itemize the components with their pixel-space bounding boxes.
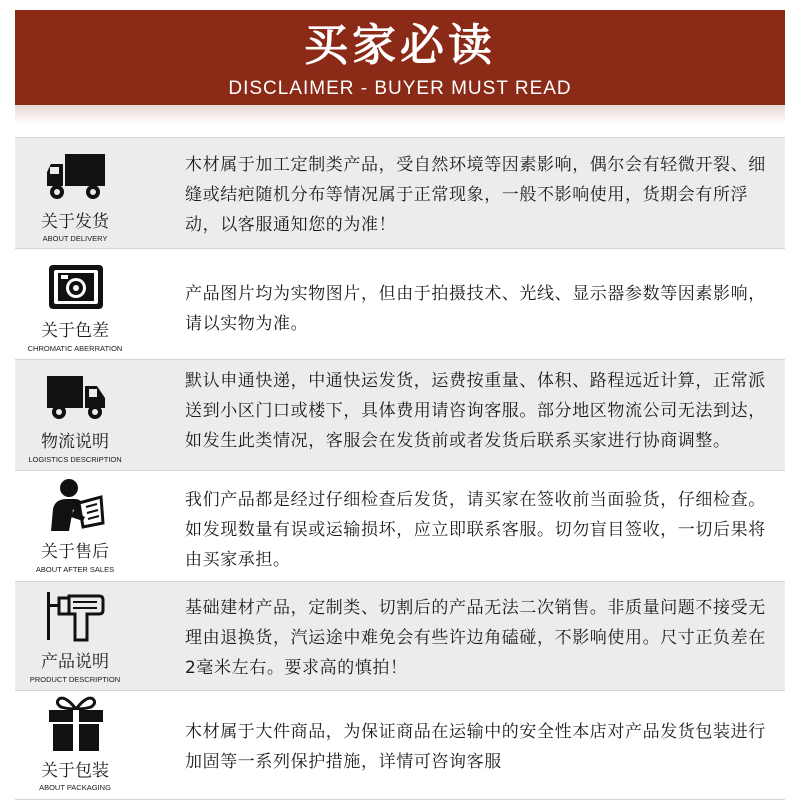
header-banner: [15, 10, 785, 105]
section-label-cn: 关于发货: [41, 212, 109, 232]
section-icon-column: [15, 471, 135, 581]
section-text: 产品图片均为实物图片，但由于拍摄技术、光线、显示器参数等因素影响，请以实物为准。: [185, 284, 766, 334]
section-label-cn: 关于色差: [41, 321, 109, 341]
section-packaging: [15, 690, 785, 800]
section-label-cn: 关于包装: [41, 761, 109, 781]
truck-icon: [45, 152, 107, 204]
section-text: 木材属于加工定制类产品，受自然环境等因素影响，偶尔会有轻微开裂、细缝或结疤随机分布等情况属于正常现象，一般不影响使用，货期会有所浮动，以客服通知您的为准！: [185, 155, 766, 235]
section-chromatic-aberration: [15, 248, 785, 360]
section-label-cn: 物流说明: [41, 432, 109, 452]
section-text: 木材属于大件商品，为保证商品在运输中的安全性本店对产品发货包装进行加固等一系列保护措施，详情可咨询客服: [185, 722, 766, 772]
section-text: 默认申通快递，中通快运发货，运费按重量、体积、路程远近计算，正常派送到小区门口或楼下，具体费用请咨询客服。部分地区物流公司无法到达，如发生此类情况，客服会在发货前或者发货后联系买家进行协商调整。: [185, 371, 766, 451]
page-subtitle: DISCLAIMER - BUYER MUST READ: [228, 78, 572, 99]
header-shadow: [15, 105, 785, 125]
section-logistics: [15, 359, 785, 471]
section-label-cn: 关于售后: [41, 542, 109, 562]
page-title: 买家必读: [304, 20, 496, 71]
section-icon-column: [15, 249, 135, 359]
person-with-tablet-icon: [45, 477, 107, 535]
section-label-en: ABOUT DELIVERY: [42, 234, 108, 243]
section-label-en: ABOUT AFTER SALES: [35, 565, 115, 574]
section-label-en: ABOUT PACKAGING: [39, 783, 111, 792]
section-after-sales: [15, 470, 785, 582]
section-icon-column: [15, 691, 135, 799]
section-product-description: [15, 581, 785, 691]
section-icon-column: [15, 360, 135, 470]
section-icon-column: [15, 582, 135, 690]
section-icon-column: [15, 138, 135, 248]
gift-box-icon: [45, 693, 107, 753]
delivery-truck-icon: [45, 370, 107, 422]
camera-icon: [45, 261, 107, 313]
section-text: 基础建材产品，定制类、切割后的产品无法二次销售。非质量问题不接受无理由退换货，汽运途中难免会有些许边角磕碰，不影响使用。尺寸正负差在2毫米左右。要求高的慎拍！: [185, 598, 766, 678]
drill-icon: [45, 588, 107, 644]
section-label-cn: 产品说明: [41, 652, 109, 672]
section-text: 我们产品都是经过仔细检查后发货，请买家在签收前当面验货，仔细检查。如发现数量有误或运输损坏，应立即联系客服。切勿盲目签收，一切后果将由买家承担。: [185, 490, 766, 570]
section-label-en: LOGISTICS DESCRIPTION: [28, 455, 122, 464]
section-label-en: CHROMATIC ABERRATION: [27, 344, 123, 353]
section-label-en: PRODUCT DESCRIPTION: [29, 675, 121, 684]
section-delivery: [15, 137, 785, 249]
